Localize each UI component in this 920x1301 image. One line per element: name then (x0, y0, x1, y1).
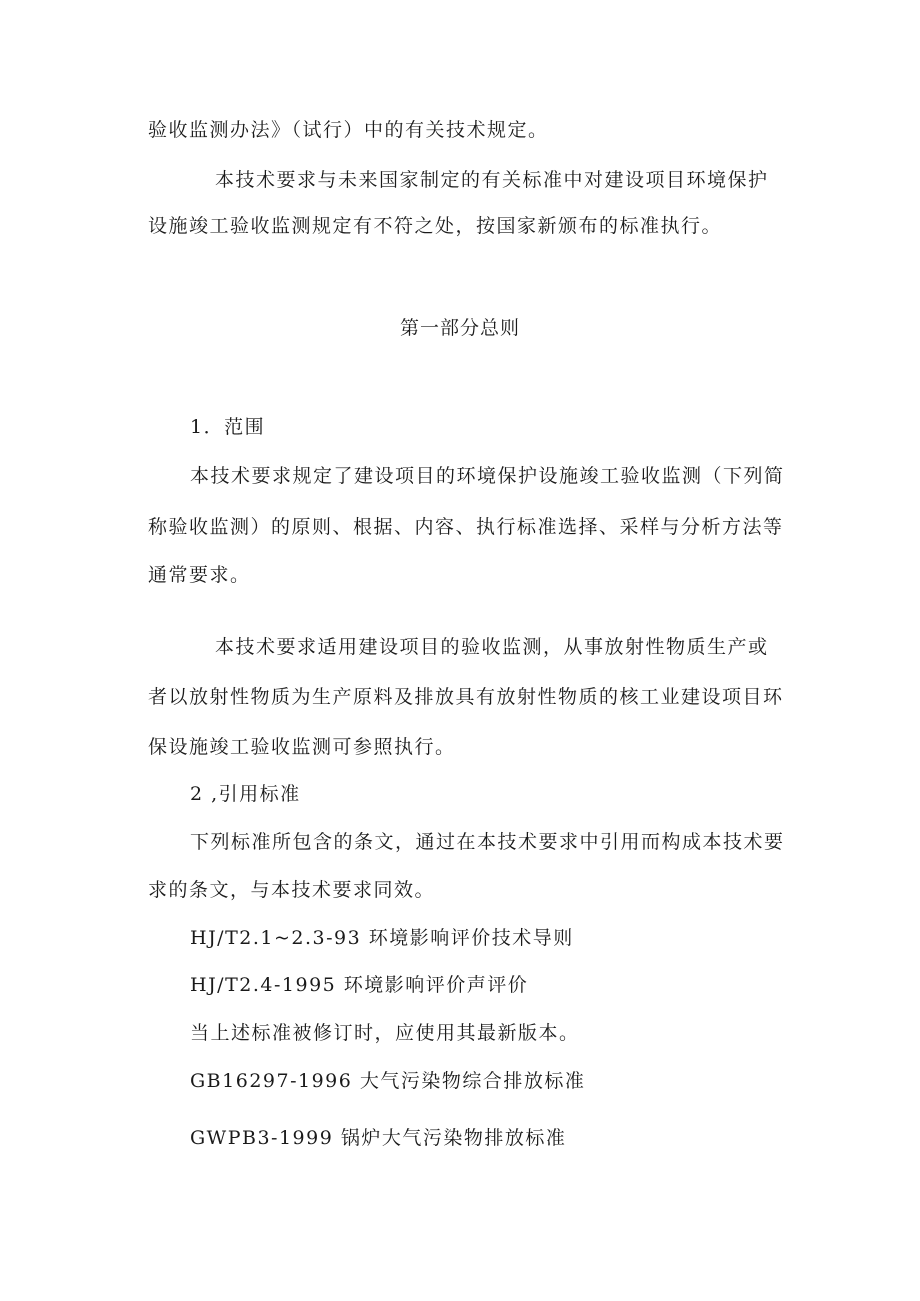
section-heading-scope: 1．范围 (190, 416, 266, 438)
revision-note: 当上述标准被修订时，应使用其最新版本。 (190, 1022, 580, 1044)
scope-paragraph-line: 者以放射性物质为生产原料及排放具有放射性物质的核工业建设项目环 (148, 686, 784, 708)
standard-item: HJ/T2.1~2.3-93 环境影响评价技术导则 (190, 927, 574, 949)
references-paragraph-line: 求的条文，与本技术要求同效。 (148, 879, 436, 901)
scope-paragraph-line: 通常要求。 (148, 564, 251, 586)
part-title: 第一部分总则 (399, 317, 520, 339)
intro-paragraph-line: 本技术要求与未来国家制定的有关标准中对建设项目环境保护 (215, 169, 769, 191)
scope-paragraph-line: 保设施竣工验收监测可参照执行。 (148, 736, 456, 758)
intro-line: 验收监测办法》（试行）中的有关技术规定。 (148, 119, 549, 141)
references-paragraph-line: 下列标准所包含的条文，通过在本技术要求中引用而构成本技术要 (190, 831, 785, 853)
scope-paragraph-line: 本技术要求适用建设项目的验收监测，从事放射性物质生产或 (215, 636, 769, 658)
standard-item: GWPB3-1999 锅炉大气污染物排放标准 (190, 1127, 567, 1149)
standard-item: HJ/T2.4-1995 环境影响评价声评价 (190, 974, 529, 996)
section-heading-references: 2 ,引用标准 (190, 783, 301, 805)
scope-paragraph-line: 本技术要求规定了建设项目的环境保护设施竣工验收监测（下列简 (190, 465, 785, 487)
intro-paragraph-line: 设施竣工验收监测规定有不符之处，按国家新颁布的标准执行。 (148, 215, 723, 237)
standard-item: GB16297-1996 大气污染物综合排放标准 (190, 1070, 586, 1092)
scope-paragraph-line: 称验收监测）的原则、根据、内容、执行标准选择、采样与分析方法等 (148, 516, 784, 538)
